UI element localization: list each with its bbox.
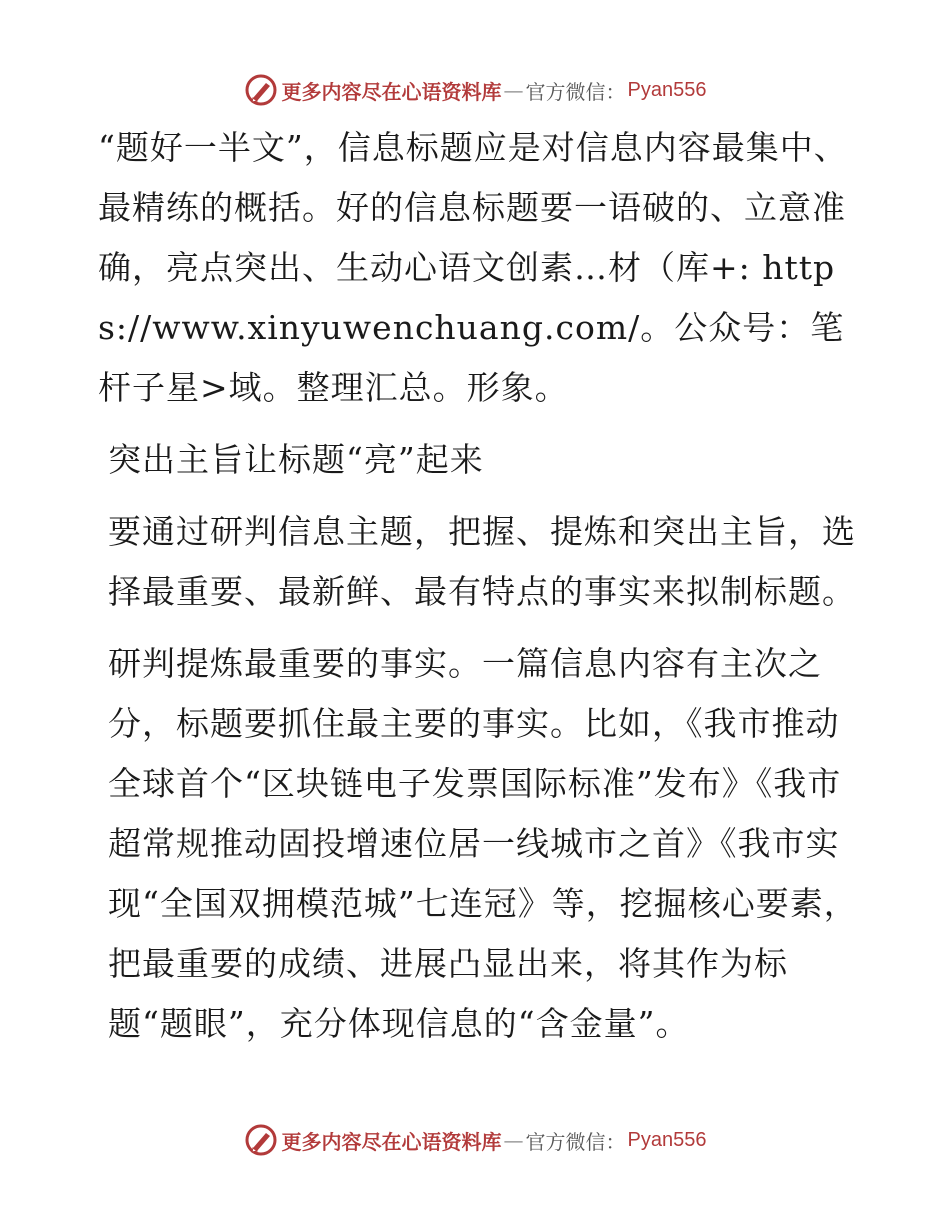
paragraph-intro: “题好一半文”，信息标题应是对信息内容最集中、最精练的概括。好的信息标题要一语破的、立意准确，亮点突出、生动心语文创素…材（库+: https://www.xinyuwenchuang.com/。公众号：笔杆子星>域。整理汇总。形象。 <box>98 128 848 407</box>
pen-logo-icon <box>244 1123 278 1157</box>
banner-separator: — <box>503 1128 524 1152</box>
section-heading: 突出主旨让标题“亮”起来 <box>108 440 484 479</box>
banner-text: 更多内容尽在心语资料库 <box>281 79 502 104</box>
banner-separator: — <box>503 78 524 102</box>
banner-wechat-id: Pyan556 <box>627 1128 707 1151</box>
header-watermark-banner <box>0 70 950 110</box>
pen-logo-icon <box>244 73 278 107</box>
banner-text: 更多内容尽在心语资料库 <box>281 1129 502 1154</box>
document-body <box>98 118 858 1066</box>
banner-wechat-label: 官方微信： <box>525 1129 626 1154</box>
paragraph-guidance: 要通过研判信息主题，把握、提炼和突出主旨，选择最重要、最新鲜、最有特点的事实来拟制标题。 <box>108 512 856 611</box>
paragraph-example: 研判提炼最重要的事实。一篇信息内容有主次之分，标题要抓住最主要的事实。比如，《我市推动全球首个“区块链电子发票国际标准”发布》《我市超常规推动固投增速位居一线城市之首》《我市实现“全国双拥模范城”七连冠》等，挖掘核心要素，把最重要的成绩、进展凸显出来，将其作为标题“题眼”，充分体现信息的“含金量”。 <box>108 644 858 1043</box>
banner-wechat-id: Pyan556 <box>627 78 707 101</box>
footer-watermark-banner <box>0 1120 950 1160</box>
banner-wechat-label: 官方微信： <box>525 79 626 104</box>
